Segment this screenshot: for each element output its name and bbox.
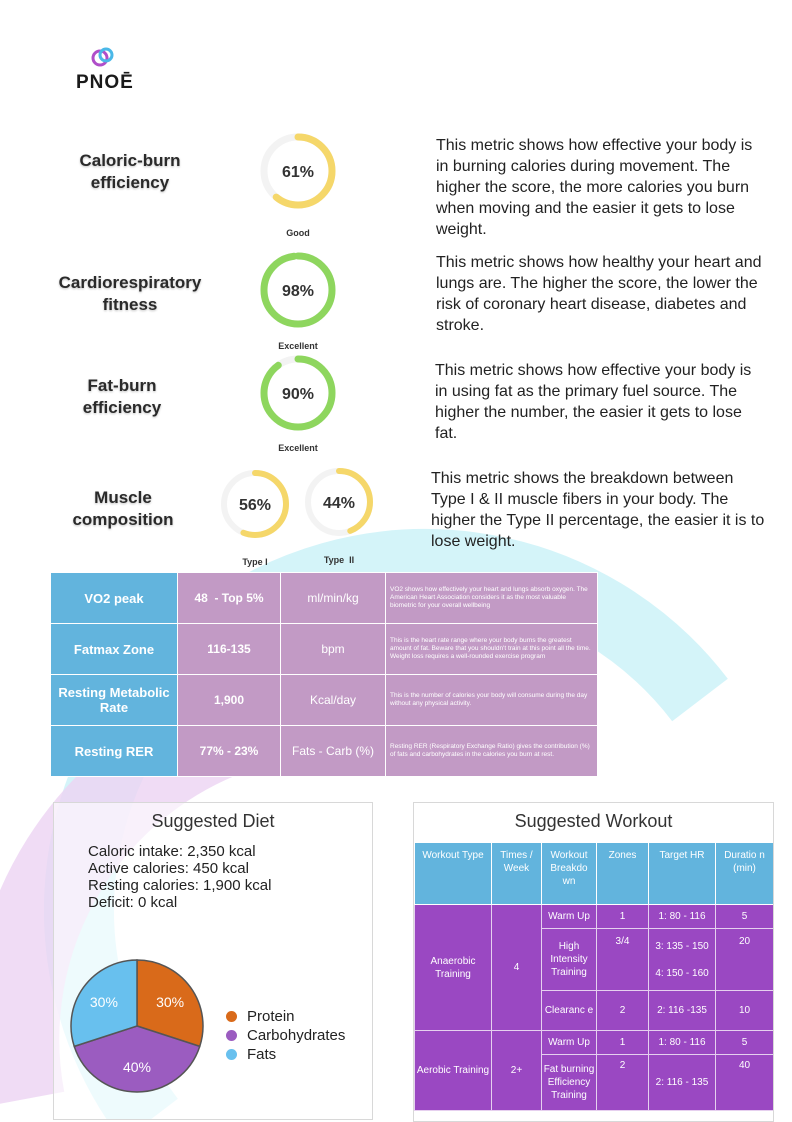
metric-name: VO2 peak: [51, 573, 178, 624]
workout-breakdown: High Intensity Training: [542, 929, 597, 991]
workout-breakdown: Fat burning Efficiency Training: [542, 1055, 597, 1111]
workout-duration: 40: [716, 1055, 774, 1111]
workout-breakdown: Clearanc e: [542, 991, 597, 1031]
table-row: [51, 624, 598, 675]
pie-slice-label: 30%: [89, 993, 118, 1010]
workout-hr: 4: 150 - 160: [655, 967, 709, 979]
diet-line: Deficit: 0 kcal: [88, 894, 178, 911]
rating-caption: Good: [286, 228, 310, 238]
col-header: Times / Week: [492, 843, 542, 905]
workout-zone: 1: [597, 905, 649, 929]
pie-legend: [226, 1007, 345, 1064]
workout-zone: 1: [597, 1031, 649, 1055]
workout-duration: 20: [716, 929, 774, 991]
type1-caption: Type I: [242, 557, 268, 567]
workout-duration: 5: [716, 905, 774, 929]
workout-breakdown: Warm Up: [542, 1031, 597, 1055]
col-header: Zones: [597, 843, 649, 905]
workout-hr: 2: 116 - 135: [649, 1055, 716, 1111]
ring-chart-caloric-burn: [258, 131, 338, 211]
label-line: efficiency: [90, 173, 170, 192]
ring-value: 90%: [281, 386, 315, 403]
workout-table: [414, 842, 774, 1111]
legend-item-carbohydrates: [226, 1026, 345, 1045]
workout-zone: 2: [597, 1055, 649, 1111]
workout-zone: 3/4: [597, 929, 649, 991]
table-header-row: [415, 843, 774, 905]
col-header: Workout Breakdo wn: [542, 843, 597, 905]
workout-title: Suggested Workout: [514, 811, 673, 831]
metric-description: This metric shows how effective your body is in burning calories during movement. The higher the score, the more calories you burn when moving and the easier it gets to lose weight.: [436, 137, 753, 238]
metric-description: This metric shows the breakdown between Type I & II muscle fibers in your body. The higher the Type II percentage, the easier it is to lose weight.: [431, 470, 765, 550]
diet-summary: [88, 843, 271, 911]
workout-zone: 2: [597, 991, 649, 1031]
label-line: fitness: [102, 295, 158, 314]
metric-desc: This is the heart rate range where your body burns the greatest amount of fat. Beware that you shouldn't train at this point all the time. Weight loss requires a well-rounded exercise program: [386, 624, 598, 675]
diet-title: Suggested Diet: [151, 811, 275, 831]
metric-desc: Resting RER (Respiratory Exchange Ratio) gives the contribution (%) of fats and carbohydrates in the calories you burn at rest.: [386, 726, 598, 777]
label-line: Muscle: [94, 488, 152, 507]
workout-times: 4: [492, 905, 542, 1031]
workout-hr: 1: 80 - 116: [649, 1031, 716, 1055]
diet-line: Active calories: 450 kcal: [88, 860, 249, 877]
brand-name: PNOĒ: [76, 72, 134, 93]
metric-desc: VO2 shows how effectively your heart and lungs absorb oxygen. The American Heart Association considers it as the most valuable biometric for your overall wellbeing: [386, 573, 598, 624]
ring-chart-type2: [303, 466, 375, 538]
metric-name: Resting RER: [51, 726, 178, 777]
legend-item-protein: [226, 1007, 345, 1026]
metric-name: Resting Metabolic Rate: [51, 675, 178, 726]
ring-chart-type1: [219, 468, 291, 540]
metric-unit: bpm: [281, 624, 386, 675]
table-row: [51, 573, 598, 624]
ring-value: 44%: [322, 495, 356, 512]
legend-swatch: [226, 1011, 237, 1022]
label-line: Fat-burn: [87, 376, 157, 395]
workout-hr: 3: 135 - 150: [655, 940, 709, 952]
metric-unit: Kcal/day: [281, 675, 386, 726]
suggested-diet-panel: [53, 802, 373, 1120]
metric-value: 48 - Top 5%: [178, 573, 281, 624]
metric-name: Fatmax Zone: [51, 624, 178, 675]
brand-mark-icon: [90, 46, 116, 70]
metric-description: This metric shows how healthy your heart and lungs are. The higher the score, the lower the risk of coronary heart disease, diabetes and stroke.: [436, 254, 762, 334]
legend-label: Carbohydrates: [247, 1027, 346, 1044]
workout-times: 2+: [492, 1031, 542, 1111]
ring-value: 61%: [281, 164, 315, 181]
diet-pie-chart: [62, 951, 212, 1101]
ring-chart-fat-burn: [258, 353, 338, 433]
diet-line: Caloric intake: 2,350 kcal: [88, 843, 256, 860]
diet-line: Resting calories: 1,900 kcal: [88, 877, 272, 894]
metric-label-fat-burn: [60, 375, 184, 419]
ring-value: 56%: [238, 497, 272, 514]
rating-caption: Excellent: [278, 341, 318, 351]
legend-swatch: [226, 1049, 237, 1060]
type2-caption: Type II: [323, 555, 355, 565]
workout-type: Anaerobic Training: [415, 905, 492, 1031]
legend-label: Protein: [247, 1008, 295, 1025]
metric-unit: Fats - Carb (%): [281, 726, 386, 777]
table-row: [415, 1031, 774, 1055]
workout-hr: 2: 116 -135: [649, 991, 716, 1031]
pie-slice-label: 30%: [156, 993, 185, 1010]
workout-duration: 5: [716, 1031, 774, 1055]
col-header: Workout Type: [415, 843, 492, 905]
ring-value: 98%: [281, 283, 315, 300]
metric-desc: This is the number of calories your body will consume during the day without any physical activity.: [386, 675, 598, 726]
workout-hr: 1: 80 - 116: [649, 905, 716, 929]
ring-chart-cardiorespiratory: [258, 250, 338, 330]
metric-description: This metric shows how effective your body is in using fat as the primary fuel source. The higher the number, the easier it gets to lose fat.: [435, 362, 752, 442]
metric-label-caloric-burn: [60, 150, 200, 194]
workout-breakdown: Warm Up: [542, 905, 597, 929]
brand-logo: [76, 46, 136, 94]
legend-item-fats: [226, 1045, 345, 1064]
suggested-workout-panel: [413, 802, 774, 1122]
metric-label-cardiorespiratory: [50, 272, 210, 316]
metric-value: 1,900: [178, 675, 281, 726]
table-row: [51, 675, 598, 726]
label-line: Caloric-burn: [79, 151, 181, 170]
legend-swatch: [226, 1030, 237, 1041]
workout-duration: 10: [716, 991, 774, 1031]
pie-slice-label: 40%: [122, 1058, 152, 1075]
legend-label: Fats: [247, 1046, 277, 1063]
label-line: composition: [72, 510, 174, 529]
metric-value: 77% - 23%: [178, 726, 281, 777]
workout-hr-cell: [649, 929, 716, 991]
rating-caption: Excellent: [278, 443, 318, 453]
col-header: Target HR: [649, 843, 716, 905]
metric-value: 116-135: [178, 624, 281, 675]
label-line: efficiency: [82, 398, 162, 417]
label-line: Cardiorespiratory: [58, 273, 202, 292]
metric-label-muscle: [56, 487, 190, 531]
col-header: Duratio n (min): [716, 843, 774, 905]
metric-unit: ml/min/kg: [281, 573, 386, 624]
table-row: [51, 726, 598, 777]
workout-type: Aerobic Training: [415, 1031, 492, 1111]
metrics-table: [50, 572, 598, 777]
table-row: [415, 905, 774, 929]
